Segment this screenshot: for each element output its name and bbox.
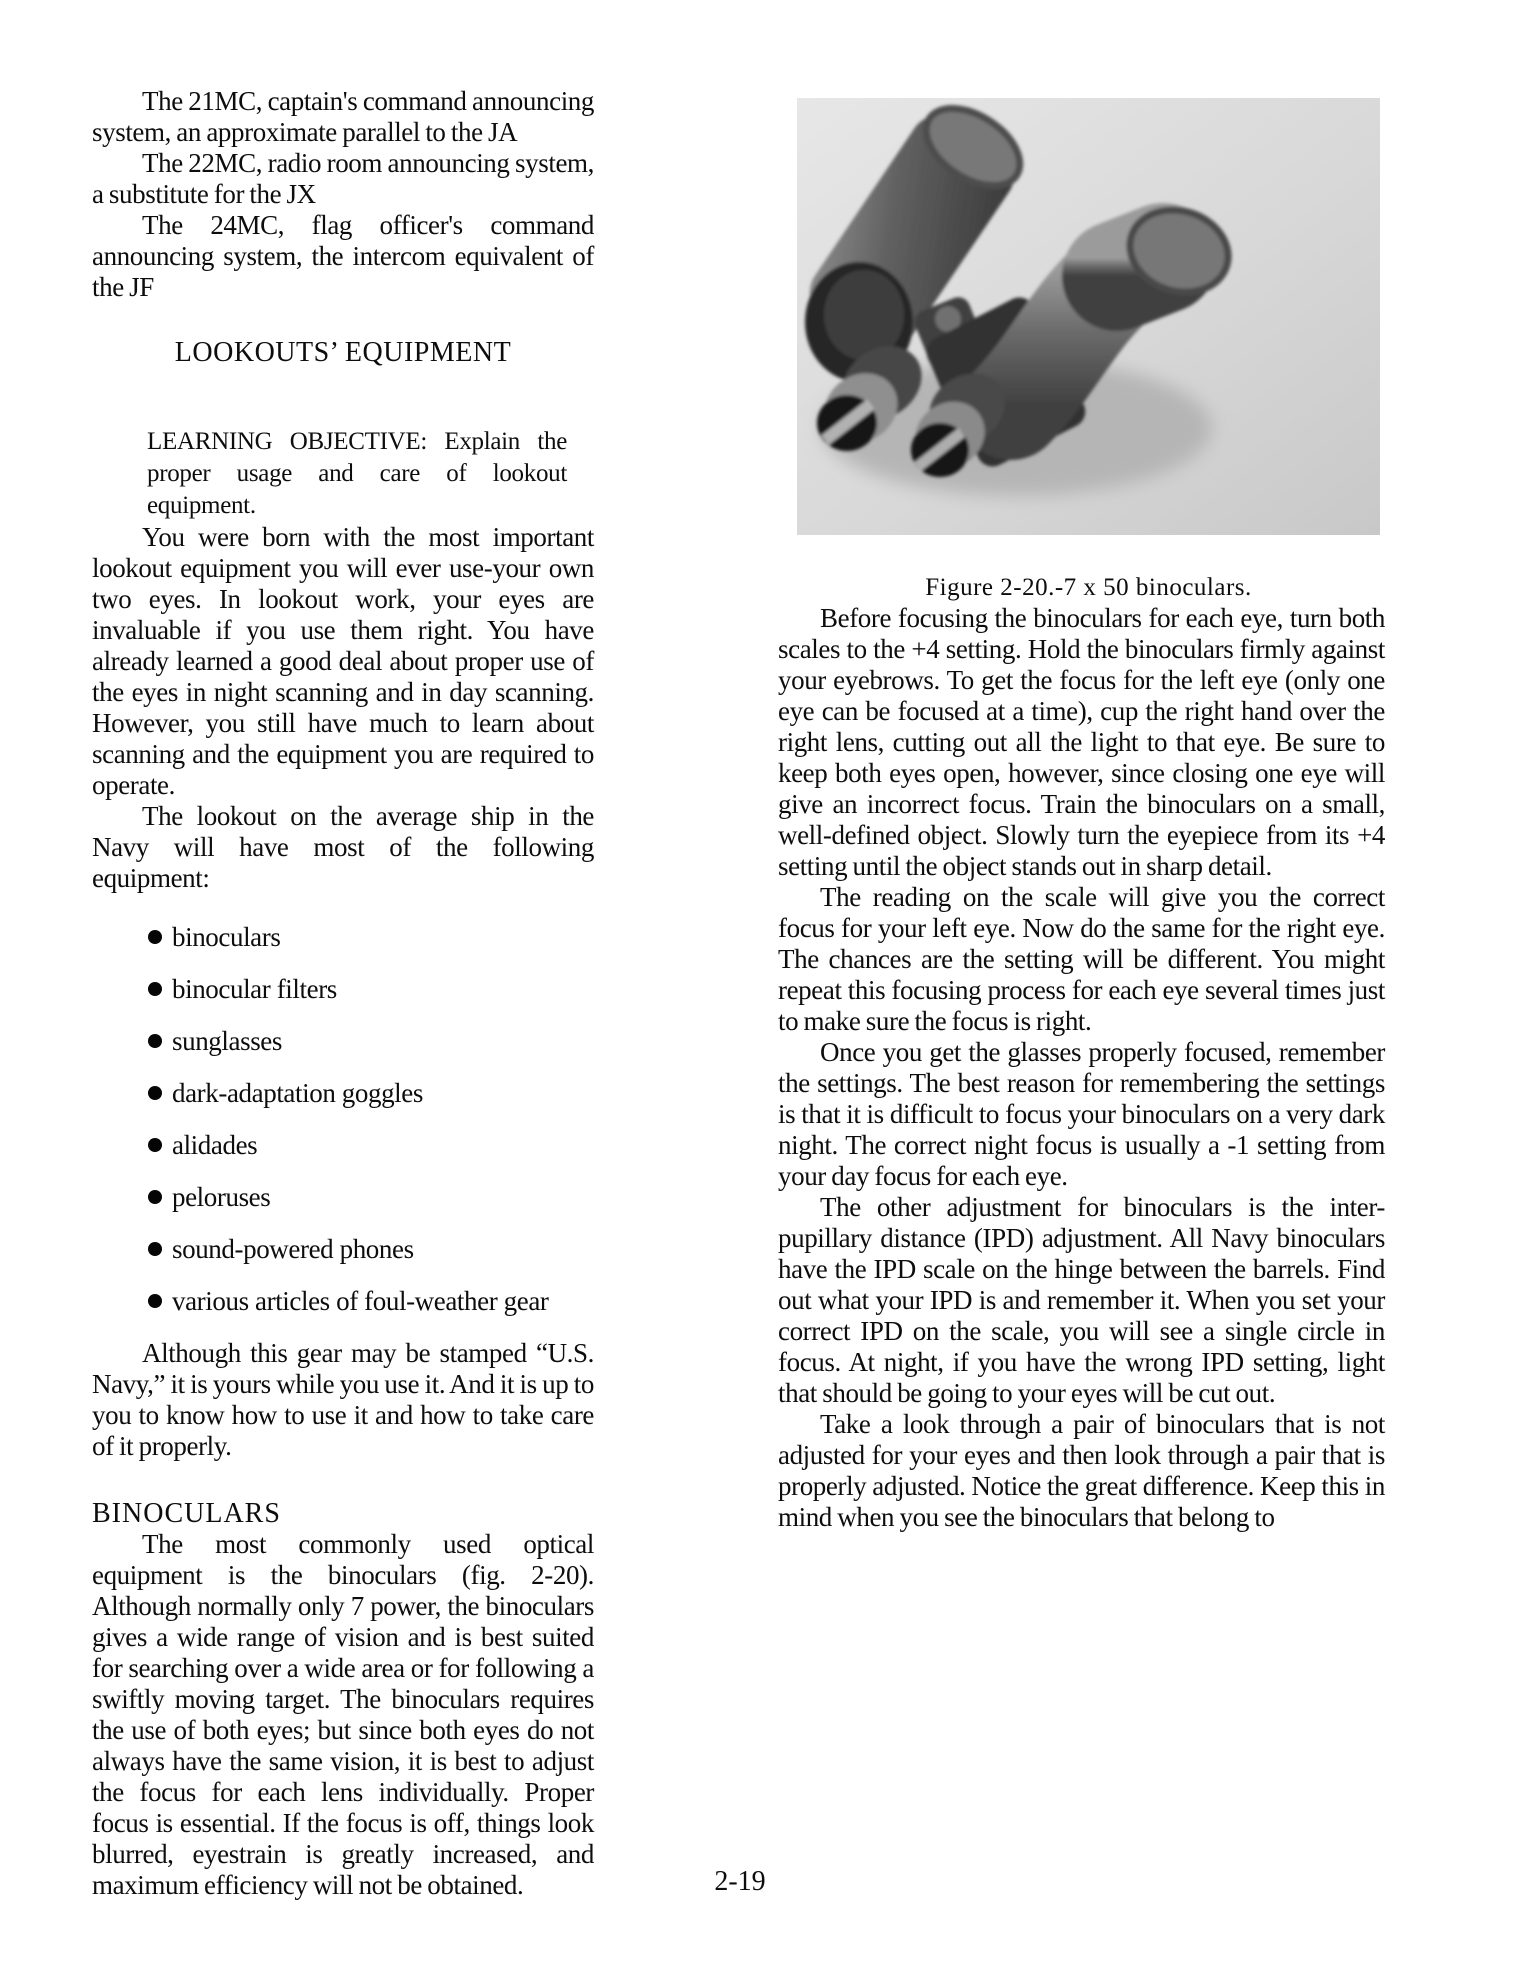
bullet-icon	[148, 1034, 162, 1048]
paragraph-gear: Although this gear may be stamped “U.S. Navy,” it is yours while you use it. And it is up to you to know how to use it and how to take care of it properly.	[92, 1338, 594, 1461]
bullet-icon	[148, 1242, 162, 1256]
paragraph-take-a-look: Take a look through a pair of binoculars that is not adjusted for your eyes and then look through a pair that is properly adjusted. Notice the great difference. Keep this in mind when you see the binoculars that belong to	[778, 1409, 1385, 1532]
list-item-label: alidades	[172, 1130, 258, 1160]
bullet-icon	[148, 1138, 162, 1152]
list-item	[92, 1130, 594, 1161]
list-item	[92, 974, 594, 1005]
paragraph-intro: You were born with the most important lookout equipment you will ever use-your own two eyes. In lookout work, your eyes are invaluable if you use them right. You have already learned a good deal about proper use of the eyes in night scanning and in day scanning. However, you still have much to learn about scanning and the equipment you are required to operate.	[92, 522, 594, 800]
left-column	[92, 86, 594, 1901]
list-item	[92, 1286, 594, 1317]
list-item-label: sunglasses	[172, 1026, 282, 1056]
list-item-label: binoculars	[172, 922, 281, 952]
paragraph-focusing: Before focusing the binoculars for each eye, turn both scales to the +4 setting. Hold the binoculars firmly against your eyebrows. To get the focus for the left eye (only one eye can be focused at a time), cup the right hand over the right lens, cutting out all the light to that eye. Be sure to keep both eyes open, however, since closing one eye will give an incorrect focus. Train the binoculars on a small, well-defined object. Slowly turn the eyepiece from its +4 setting until the object stands out in sharp detail.	[778, 603, 1385, 881]
bullet-icon	[148, 982, 162, 996]
figure-2-20	[797, 98, 1380, 535]
binoculars-photo	[797, 98, 1380, 535]
figure-caption: Figure 2-20.-7 x 50 binoculars.	[925, 574, 1252, 601]
bullet-icon	[148, 1190, 162, 1204]
paragraph-remember-settings: Once you get the glasses properly focused, remember the settings. The best reason for remembering the settings is that it is difficult to focus your binoculars on a very dark night. The correct night focus is usually a -1 setting from your day focus for each eye.	[778, 1037, 1385, 1191]
learning-objective: LEARNING OBJECTIVE: Explain the proper usage and care of lookout equipment.	[147, 428, 567, 519]
list-item	[92, 922, 594, 953]
paragraph-22mc: The 22MC, radio room announcing system, a substitute for the JX	[92, 148, 594, 209]
right-column	[778, 98, 1385, 1533]
page-number: 2-19	[714, 1866, 766, 1897]
paragraph-equipment-lead-in: The lookout on the average ship in the Navy will have most of the following equipment:	[92, 801, 594, 893]
list-item-label: dark-adaptation goggles	[172, 1078, 423, 1108]
paragraph-scale-reading: The reading on the scale will give you the correct focus for your left eye. Now do the same for the right eye. The chances are the setting will be different. You might repeat this focusing process for each eye several times just to make sure the focus is right.	[778, 882, 1385, 1036]
list-item-label: binocular filters	[172, 974, 337, 1004]
list-item	[92, 1078, 594, 1109]
list-item	[92, 1026, 594, 1057]
paragraph-24mc: The 24MC, flag officer's command announcing system, the intercom equivalent of the JF	[92, 210, 594, 302]
list-item	[92, 1234, 594, 1265]
paragraph-21mc: The 21MC, captain's command announcing system, an approximate parallel to the JA	[92, 86, 594, 147]
heading-binoculars: BINOCULARS	[92, 1498, 281, 1529]
paragraph-binoculars: The most commonly used optical equipment is the binoculars (fig. 2-20). Although normally only 7 power, the binoculars gives a wide range of vision and is best suited for searching over a wide area or for following a swiftly moving target. The binoculars requires the use of both eyes; but since both eyes do not always have the same vision, it is best to adjust the focus for each lens individually. Proper focus is essential. If the focus is off, things look blurred, eyestrain is greatly increased, and maximum efficiency will not be obtained.	[92, 1529, 594, 1900]
bullet-icon	[148, 1086, 162, 1100]
paragraph-ipd-adjustment: The other adjustment for binoculars is the inter-pupillary distance (IPD) adjustment. All Navy binoculars have the IPD scale on the hinge between the barrels. Find out what your IPD is and remember it. When you set your correct IPD on the scale, you will see a single circle in focus. At night, if you have the wrong IPD setting, light that should be going to your eyes will be cut out.	[778, 1192, 1385, 1408]
list-item-label: sound-powered phones	[172, 1234, 414, 1264]
list-item	[92, 1182, 594, 1213]
bullet-icon	[148, 1294, 162, 1308]
bullet-icon	[148, 930, 162, 944]
equipment-list	[92, 922, 594, 1317]
list-item-label: peloruses	[172, 1182, 271, 1212]
list-item-label: various articles of foul-weather gear	[172, 1286, 549, 1316]
section-heading-lookouts-equipment: LOOKOUTS’ EQUIPMENT	[174, 337, 512, 368]
